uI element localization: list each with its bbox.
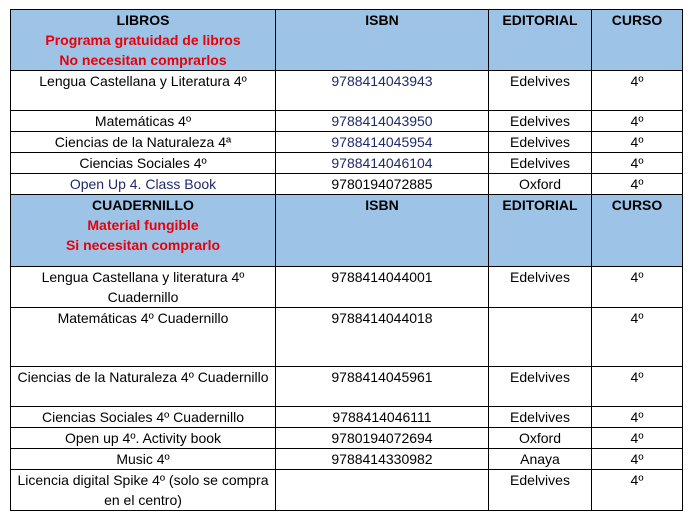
libros-title: LIBROS [116, 12, 170, 28]
table-row [11, 153, 683, 174]
book-editorial: Oxford [489, 428, 592, 449]
book-editorial: Edelvives [489, 111, 592, 132]
book-isbn: 9780194072694 [276, 428, 489, 449]
book-curso: 4º [592, 367, 683, 407]
book-curso: 4º [592, 267, 683, 308]
book-curso: 4º [592, 132, 683, 153]
table-row [11, 470, 683, 511]
book-editorial: Oxford [489, 174, 592, 195]
book-title: Matemáticas 4º Cuadernillo [11, 308, 276, 367]
table-row [11, 71, 683, 111]
book-title: Music 4º [11, 449, 276, 470]
book-editorial: Edelvives [489, 153, 592, 174]
book-editorial: Edelvives [489, 132, 592, 153]
book-editorial: Anaya [489, 449, 592, 470]
table-row [11, 449, 683, 470]
cuadernillo-title: CUADERNILLO [92, 197, 194, 213]
isbn-header: ISBN [365, 12, 399, 28]
book-title: Licencia digital Spike 4º (solo se compra en el centro) [11, 470, 276, 511]
isbn-header: ISBN [365, 197, 399, 213]
book-title: Ciencias Sociales 4º [11, 153, 276, 174]
book-list-table [10, 9, 683, 511]
book-title: Matemáticas 4º [11, 111, 276, 132]
table-row [11, 132, 683, 153]
editorial-header: EDITORIAL [502, 12, 578, 28]
book-curso: 4º [592, 111, 683, 132]
cuadernillo-header-cell [11, 195, 276, 267]
book-editorial: Edelvives [489, 71, 592, 111]
table-row [11, 428, 683, 449]
book-isbn: 9780194072885 [276, 174, 489, 195]
book-editorial: Edelvives [489, 407, 592, 428]
table-row [11, 267, 683, 308]
book-isbn: 9788414044001 [276, 267, 489, 308]
book-curso: 4º [592, 308, 683, 367]
book-title: Ciencias de la Naturaleza 4º Cuadernillo [11, 367, 276, 407]
book-curso: 4º [592, 174, 683, 195]
libros-note-free-program: Programa gratuidad de libros [45, 32, 241, 48]
book-isbn: 9788414045954 [276, 132, 489, 153]
book-isbn: 9788414046104 [276, 153, 489, 174]
book-title: Ciencias Sociales 4º Cuadernillo [11, 407, 276, 428]
book-curso: 4º [592, 71, 683, 111]
book-title: Open Up 4. Class Book [11, 174, 276, 195]
book-curso: 4º [592, 470, 683, 511]
cuadernillo-note-fungible: Material fungible [87, 217, 199, 233]
book-title: Lengua Castellana y Literatura 4º [11, 71, 276, 111]
curso-header: CURSO [611, 12, 663, 28]
curso-header: CURSO [611, 197, 663, 213]
table-row [11, 308, 683, 367]
cuadernillo-note-purchase: Si necesitan comprarlo [65, 237, 221, 253]
libros-header-cell [11, 10, 276, 71]
book-editorial: Edelvives [489, 267, 592, 308]
book-title: Lengua Castellana y literatura 4º Cuadernillo [11, 267, 276, 308]
book-title: Ciencias de la Naturaleza 4ª [11, 132, 276, 153]
table-row [11, 367, 683, 407]
book-curso: 4º [592, 428, 683, 449]
book-isbn: 9788414043943 [276, 71, 489, 111]
table-row [11, 111, 683, 132]
book-editorial: Edelvives [489, 470, 592, 511]
book-curso: 4º [592, 449, 683, 470]
book-isbn [276, 470, 489, 511]
book-editorial [489, 308, 592, 367]
editorial-header: EDITORIAL [502, 197, 578, 213]
book-curso: 4º [592, 407, 683, 428]
table-row [11, 174, 683, 195]
book-isbn: 9788414045961 [276, 367, 489, 407]
libros-note-no-purchase: No necesitan comprarlos [59, 52, 227, 68]
book-editorial: Edelvives [489, 367, 592, 407]
book-title: Open up 4º. Activity book [11, 428, 276, 449]
book-isbn: 9788414330982 [276, 449, 489, 470]
cuadernillo-header-row [11, 195, 683, 267]
book-isbn: 9788414044018 [276, 308, 489, 367]
table-row [11, 407, 683, 428]
libros-header-row [11, 10, 683, 71]
book-isbn: 9788414043950 [276, 111, 489, 132]
book-isbn: 9788414046111 [276, 407, 489, 428]
book-curso: 4º [592, 153, 683, 174]
